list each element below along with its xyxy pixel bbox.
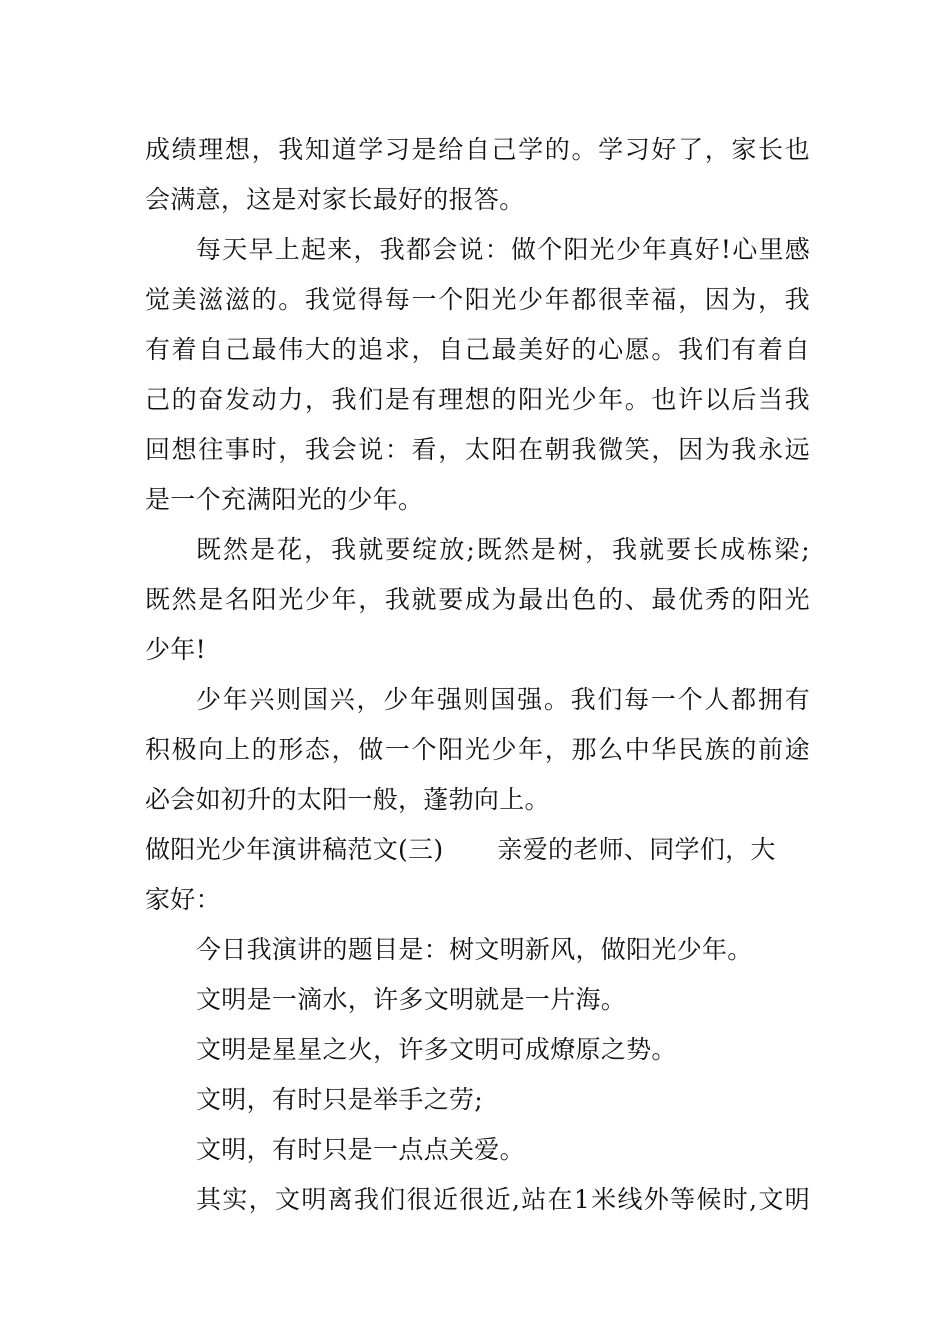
- paragraph-line: 觉美滋滋的。我觉得每一个阳光少年都很幸福，因为，我: [145, 285, 810, 314]
- paragraph-line: 文明，有时只是举手之劳;: [196, 1085, 484, 1114]
- section-title: 做阳光少年演讲稿范文(三): [145, 835, 444, 864]
- paragraph-line: 文明，有时只是一点点关爱。: [196, 1135, 525, 1164]
- paragraph-line: 有着自己最伟大的追求，自己最美好的心愿。我们有着自: [145, 335, 810, 364]
- paragraph-line: 积极向上的形态，做一个阳光少年，那么中华民族的前途: [145, 735, 810, 764]
- paragraph-line: 既然是花，我就要绽放;既然是树，我就要长成栋梁;: [196, 535, 810, 564]
- paragraph-line: 回想往事时，我会说：看，太阳在朝我微笑，因为我永远: [145, 435, 810, 464]
- greeting-text: 亲爱的老师、同学们，大: [497, 835, 776, 864]
- paragraph-line: 己的奋发动力，我们是有理想的阳光少年。也许以后当我: [145, 385, 810, 414]
- paragraph-line: 少年!: [145, 635, 206, 664]
- heading-line: [145, 830, 810, 870]
- paragraph-line: 家好：: [145, 885, 221, 914]
- paragraph-line: 既然是名阳光少年，我就要成为最出色的、最优秀的阳光: [145, 585, 810, 614]
- paragraph-line: 其实，文明离我们很近很近,站在1米线外等候时,文明: [196, 1185, 810, 1214]
- paragraph-line: 成绩理想，我知道学习是给自己学的。学习好了，家长也: [145, 135, 810, 164]
- paragraph-line: 今日我演讲的题目是：树文明新风，做阳光少年。: [196, 935, 753, 964]
- paragraph-line: 少年兴则国兴，少年强则国强。我们每一个人都拥有: [196, 685, 810, 714]
- paragraph-line: 文明是一滴水，许多文明就是一片海。: [196, 985, 627, 1014]
- paragraph-line: 会满意，这是对家长最好的报答。: [145, 185, 525, 214]
- paragraph-line: 是一个充满阳光的少年。: [145, 485, 424, 514]
- paragraph-line: 文明是星星之火，许多文明可成燎原之势。: [196, 1035, 677, 1064]
- paragraph-line: 每天早上起来，我都会说：做个阳光少年真好!心里感: [196, 235, 810, 264]
- paragraph-line: 必会如初升的太阳一般，蓬勃向上。: [145, 785, 550, 814]
